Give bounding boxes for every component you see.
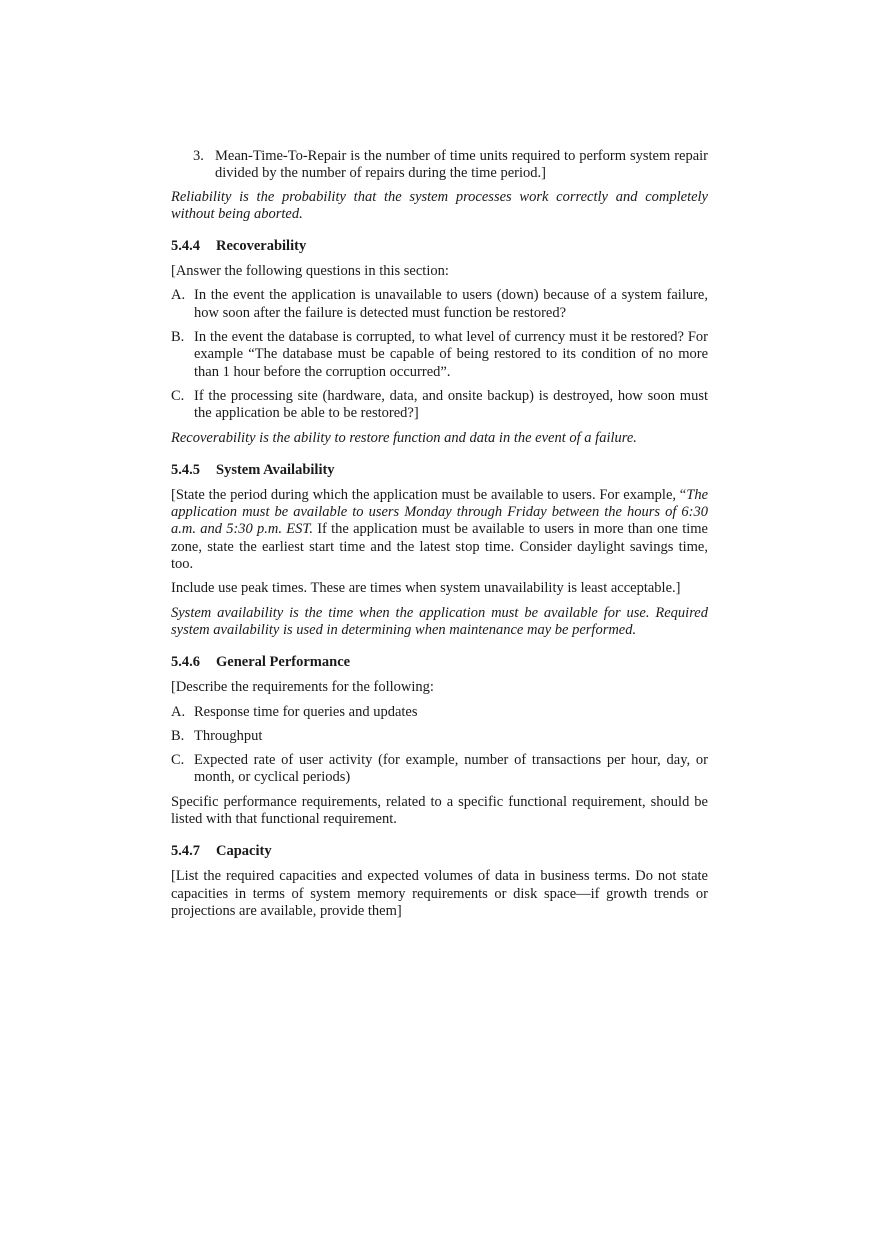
list-marker: A. [171,703,186,720]
section-number: 5.4.6 [171,654,200,671]
list-text: In the event the database is corrupted, to what level of currency must it be restored? For example “The database must be capable of being restored to its condition of no more than 1 hour before the corruption occurred”. [194,329,708,380]
list-item [171,329,708,381]
list-text: Mean-Time-To-Repair is the number of time units required to perform system repair divided by the number of repairs during the time period.] [215,148,708,182]
list-text: In the event the application is unavailable to users (down) because of a system failure, how soon after the failure is detected must function be restored? [194,287,708,321]
availability-example: The application must be available to users Monday through Friday between the hours of 6:30 a.m. and 5:30 p.m. EST. [171,486,708,538]
list-text: Throughput [194,727,263,744]
list-item [171,388,708,423]
list-text: Expected rate of user activity (for example, number of transactions per hour, day, or month, or cyclical periods) [194,752,708,786]
capacity-paragraph: [List the required capacities and expected volumes of data in business terms. Do not state capacities in terms of system memory requirements or disk space—if growth trends or projections are available, provide them] [171,868,708,919]
peak-times-paragraph: Include use peak times. These are times when system unavailability is least acceptable.] [171,580,681,597]
section-title: Capacity [216,843,272,860]
list-text: Response time for queries and updates [194,703,418,720]
list-marker: 3. [193,148,204,164]
section-number: 5.4.5 [171,461,200,478]
section-number: 5.4.4 [171,238,200,255]
list-marker: C. [171,387,185,404]
list-marker: A. [171,287,186,304]
section-title: Recoverability [216,238,307,255]
document-page [171,148,708,920]
section-heading-capacity [171,843,708,860]
list-item [171,752,708,787]
list-item-mttr [193,148,708,183]
section-heading-general-performance [171,654,708,671]
availability-text-a: [State the period during which the application must be available to users. For example, “ [171,486,687,503]
availability-text-b: If the application must be available to users in more than one time zone, state the earliest start time and the latest stop time. Consider daylight savings time, too. [171,521,708,573]
section-heading-system-availability [171,462,708,479]
section-heading-recoverability [171,238,708,255]
section-title: System Availability [216,461,335,478]
list-item [171,704,708,721]
list-marker: B. [171,727,185,744]
list-marker: B. [171,329,185,346]
list-item [171,728,708,745]
availability-paragraph [171,487,708,573]
performance-note: Specific performance requirements, related to a specific functional requirement, should be listed with that functional requirement. [171,793,708,828]
list-item [171,287,708,322]
list-marker: C. [171,752,185,769]
recoverability-definition: Recoverability is the ability to restore function and data in the event of a failure. [171,429,637,446]
section-title: General Performance [216,654,351,671]
recoverability-intro: [Answer the following questions in this section: [171,263,449,280]
reliability-definition: Reliability is the probability that the system processes work correctly and completely without being aborted. [171,188,708,222]
availability-definition: System availability is the time when the application must be available for use. Required system availability is used in determining when maintenance may be performed. [171,604,708,638]
list-text: If the processing site (hardware, data, and onsite backup) is destroyed, how soon must the application be able to be restored?] [194,387,708,422]
performance-intro: [Describe the requirements for the following: [171,679,434,696]
section-number: 5.4.7 [171,843,200,860]
